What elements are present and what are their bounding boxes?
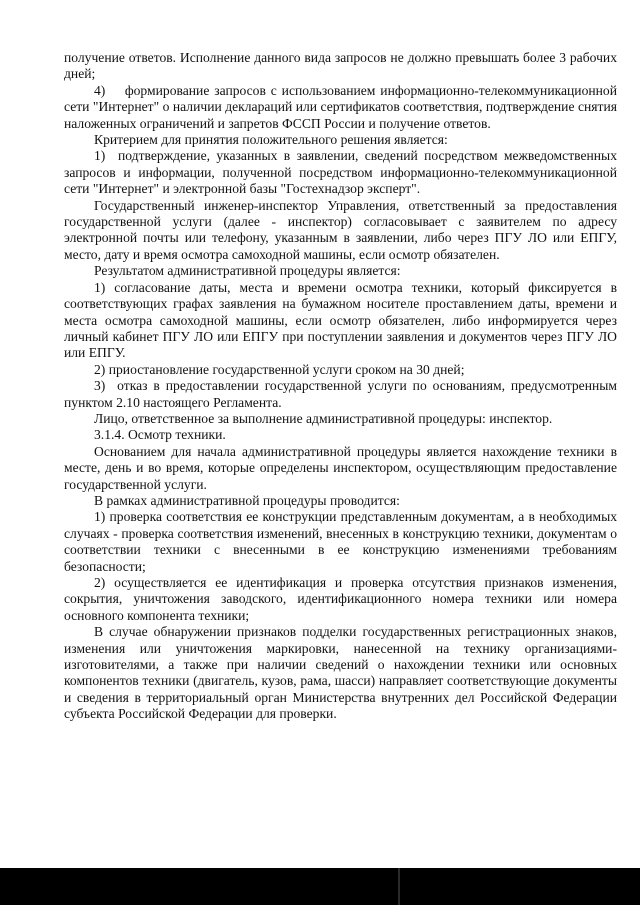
paragraph-8: 2) приостановление государственной услуги сроком на 30 дней; xyxy=(94,361,465,377)
paragraph-1: получение ответов. Исполнение данного вида запросов не должно превышать более 3 рабочих дней; xyxy=(64,50,617,82)
paragraph-9: 3) отказ в предоставлении государственной услуги по основаниям, предусмотренным пунктом 2.10 настоящего Регламента. xyxy=(64,378,617,410)
paragraph-2: 4) формирование запросов с использованием информационно-телекоммуникационной сети "Интернет" о наличии деклараций или сертификатов соответствия, подтверждение снятия наложенных ограничений и запретов ФССП России и получение ответов. xyxy=(64,82,617,131)
paragraph-15: 2) осуществляется ее идентификация и проверка отсутствия признаков изменения, сокрытия, уничтожения заводского, идентификационного номера техники или номера основного компонента техники; xyxy=(64,575,617,623)
section-heading-3-1-4: 3.1.4. Осмотр техники. xyxy=(94,427,226,443)
paragraph-10: Лицо, ответственное за выполнение административной процедуры: инспектор. xyxy=(94,410,553,426)
document-page xyxy=(64,50,617,723)
paragraph-13: В рамках административной процедуры проводится: xyxy=(94,492,400,508)
scan-bottom-edge xyxy=(0,868,640,905)
paragraph-5: Государственный инженер-инспектор Управления, ответственный за предоставления государственной услуги (далее - инспектор) согласовывает с заявителем по адресу электронной почты или телефону, указанным в заявлении, либо через ПГУ ЛО или ЕПГУ, место, дату и время осмотра самоходной машины, если осмотр обязателен. xyxy=(64,197,617,262)
paragraph-3: Критерием для принятия положительного решения является: xyxy=(94,132,448,148)
scan-seam xyxy=(398,868,400,905)
paragraph-6: Результатом административной процедуры является: xyxy=(94,263,401,279)
paragraph-4: 1) подтверждение, указанных в заявлении, сведений посредством межведомственных запросов и информации, полученной посредством информационно-телекоммуникационной сети "Интернет" и электронной базы "Гостехнадзор эксперт". xyxy=(64,148,617,197)
paragraph-14: 1) проверка соответствия ее конструкции представленным документам, а в необходимых случаях - проверка соответствия изменений, внесенных в конструкцию техники, документам о соответствии техники с внесенными в ее конструкцию изменениями требованиям безопасности; xyxy=(64,509,617,574)
paragraph-12: Основанием для начала административной процедуры является нахождение техники в месте, день и во время, которые определены инспектором, осуществляющим предоставление государственной услуги. xyxy=(64,443,617,492)
paragraph-16: В случае обнаружении признаков подделки государственных регистрационных знаков, изменения или уничтожения маркировки, нанесенной на технику организациями-изготовителями, а также при наличии сведений о нахождении техники или основных компонентов техники (двигатель, кузов, рама, шасси) направляет соответствующие документы и сведения в территориальный орган Министерства внутренних дел Российской Федерации субъекта Российской Федерации для проверки. xyxy=(64,624,617,722)
paragraph-7: 1) согласование даты, места и времени осмотра техники, который фиксируется в соответствующих графах заявления на бумажном носителе проставлением даты, времени и места осмотра самоходной машины, если осмотр обязателен, либо информируется через личный кабинет ПГУ ЛО или ЕПГУ при поступлении заявления и документов через ПГУ ЛО или ЕПГУ. xyxy=(64,279,617,361)
